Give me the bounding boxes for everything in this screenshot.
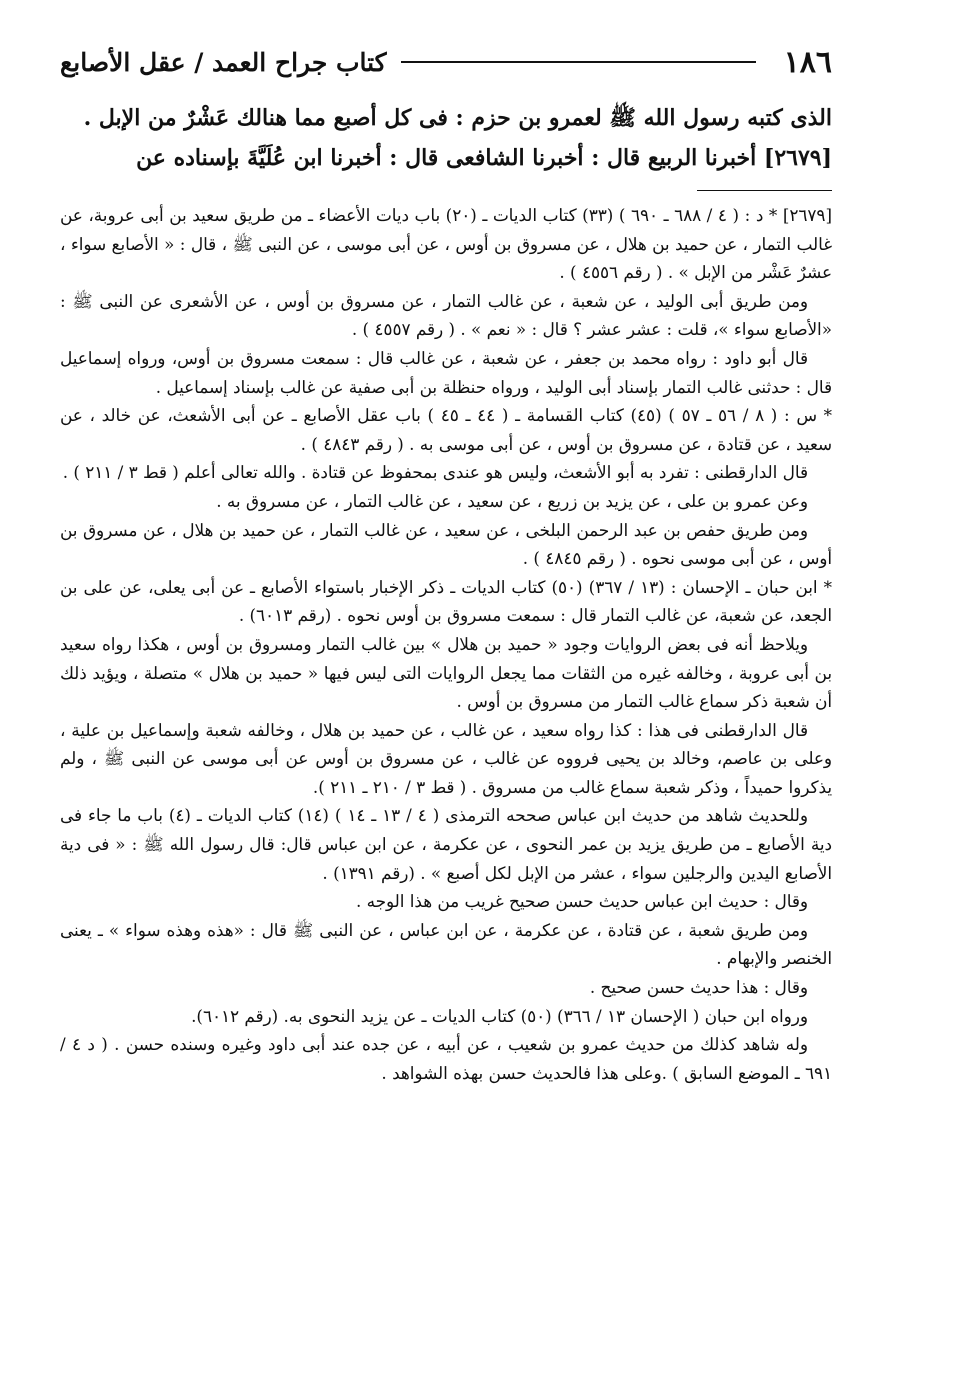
footnote-paragraph: وقال : حديث ابن عباس حديث حسن صحيح غريب من هذا الوجه . (355, 891, 808, 912)
footnote-paragraph: وله شاهد كذلك من حديث عمرو بن شعيب ، عن أبيه ، عن جده عند أبى داود وغيره وسنده حسن . ( د ٤ / ٦٩١ ـ الموضع السابق ) .وعلى هذا فالحديث حسن بهذه الشواهد . (60, 1034, 832, 1083)
footnote-paragraph: * ابن حبان ـ الإحسان : (١٣ / ٣٦٧) (٥٠) كتاب الديات ـ ذكر الإخبار باستواء الأصابع ـ عن أبى يعلى، عن على بن الجعد، عن شعبة، عن غالب التمار قال : سمعت مسروق بن أوس نحوه . (رقم ٦٠١٣) . (60, 576, 833, 626)
page-number: ١٨٦ (783, 44, 832, 80)
footnote-paragraph: ويلاحظ أنه فى بعض الروايات وجود « حميد بن هلال » بين غالب التمار ومسروق بن أوس ، هكذا رواه سعيد بن أبى عروبة ، وخالفه غيره من الثقات مما يجعل الروايات التى ليس فيها « حميد بن هلال » متصلة ، ويؤيد ذلك أن شعبة ذكر سماع غالب التمار من مسروق بن أوس . (60, 633, 832, 712)
footnote-paragraph: وللحديث شاهد من حديث ابن عباس صححه الترمذى ( ٤ / ١٣ ـ ١٤ ) (١٤) كتاب الديات ـ (٤) باب ما جاء فى دية الأصابع ـ من طريق يزيد بن عمر النحوى ، عن عكرمة ، عن ابن عباس قال: قال رسول الله ﷺ : « فى دية الأصابع اليدين والرجلين سواء ، عشر من الإبل لكل أصبع » . (رقم ١٣٩١) . (60, 805, 832, 883)
footnote-paragraph: ومن طريق حفص بن عبد الرحمن البلخى ، عن سعيد ، عن غالب التمار ، عن حميد بن هلال ، عن مسروق بن أوس ، عن أبى موسى نحوه . ( رقم ٤٨٤٥ ) . (60, 519, 832, 569)
main-text-line: [٢٦٧٩] أخبرنا الربيع قال : أخبرنا الشافعى قال : أخبرنا ابن عُلَيَّةَ بإسناده عن (136, 145, 832, 171)
main-text-line: الذى كتبه رسول الله ﷺ لعمرو بن حزم : فى كل أصبع مما هنالك عَشْرٌ من الإبل . (83, 105, 832, 131)
footnote-paragraph: قال أبو داود : رواه محمد بن جعفر ، عن شعبة ، عن غالب قال : سمعت مسروق بن أوس، ورواه إسماعيل قال : حدثنى غالب التمار بإسناد أبى الوليد ، ورواه حنظلة بن أبى صفية عن غالب بإسناد إسماعيل . (60, 347, 832, 397)
footnote-paragraph: ورواه ابن حبان ( الإحسان ١٣ / ٣٦٦) (٥٠) كتاب الديات ـ عن يزيد النحوى به. (رقم ٦٠١٢). (191, 1005, 808, 1026)
footnote-paragraph: ومن طريق أبى الوليد ، عن شعبة ، عن غالب التمار ، عن مسروق بن أوس ، عن الأشعرى عن النبى ﷺ : «الأصابع سواء »، قلت : عشر عشر ؟ قال : « نعم » . ( رقم ٤٥٥٧ ) . (60, 290, 832, 340)
page-header (60, 40, 832, 84)
footnote-paragraph: قال الدارقطنى : تفرد به أبو الأشعث، وليس هو عندى بمحفوظ عن قتادة . والله تعالى أعلم ( قط ٣ / ٢١١ ) . (62, 462, 808, 483)
footnote-paragraph: ومن طريق شعبة ، عن قتادة ، عن عكرمة ، عن ابن عباس ، عن النبى ﷺ قال : «هذه وهذه سواء » ـ يعنى الخنصر والإبهام . (60, 919, 832, 969)
footnote-paragraph: * س : ( ٨ / ٥٦ ـ ٥٧ ) (٤٥) كتاب القسامة ـ ( ٤٤ ـ ٤٥ ) باب عقل الأصابع ـ عن أبى الأشعث، عن خالد ، عن سعيد ، عن قتادة ، عن مسروق بن أوس ، عن أبى موسى به . ( رقم ٤٨٤٣ ) . (60, 405, 832, 454)
main-text (60, 98, 832, 178)
header-rule (401, 61, 756, 63)
footnote-paragraph: [٢٦٧٩] * د : ( ٤ / ٦٨٨ ـ ٦٩٠ ) (٣٣) كتاب الديات ـ (٢٠) باب ديات الأعضاء ـ من طريق سعيد بن أبى عروبة، عن غالب التمار ، عن حميد بن هلال ، عن مسروق بن أوس ، عن أبى موسى ، عن النبى ﷺ ، قال : « الأصابع سواء ، عشرٌ عَشْر من الإبل » . ( رقم ٤٥٥٦ ) . (60, 205, 832, 283)
running-title: كتاب جراح العمد / عقل الأصابع (60, 47, 387, 77)
footnote-separator (697, 190, 832, 191)
footnotes (60, 201, 832, 1087)
footnote-paragraph: وعن عمرو بن على ، عن يزيد بن زريع ، عن سعيد ، عن غالب التمار ، عن مسروق به . (216, 490, 808, 511)
footnote-paragraph: وقال : هذا حديث حسن صحيح . (589, 977, 808, 998)
book-page (60, 40, 832, 1087)
footnote-paragraph: قال الدارقطنى فى هذا : كذا رواه سعيد ، عن غالب ، عن حميد بن هلال ، وخالفه شعبة وإسماعيل بن علية ، وعلى بن عاصم، وخالد بن يحيى فرووه عن غالب ، عن مسروق بن أوس عن أبى موسى عن النبى ﷺ ، ولم يذكروا حميداً ، وذكر شعبة سماع غالب من مسروق . ( قط ٣ / ٢١٠ ـ ٢١١ ). (60, 719, 832, 797)
